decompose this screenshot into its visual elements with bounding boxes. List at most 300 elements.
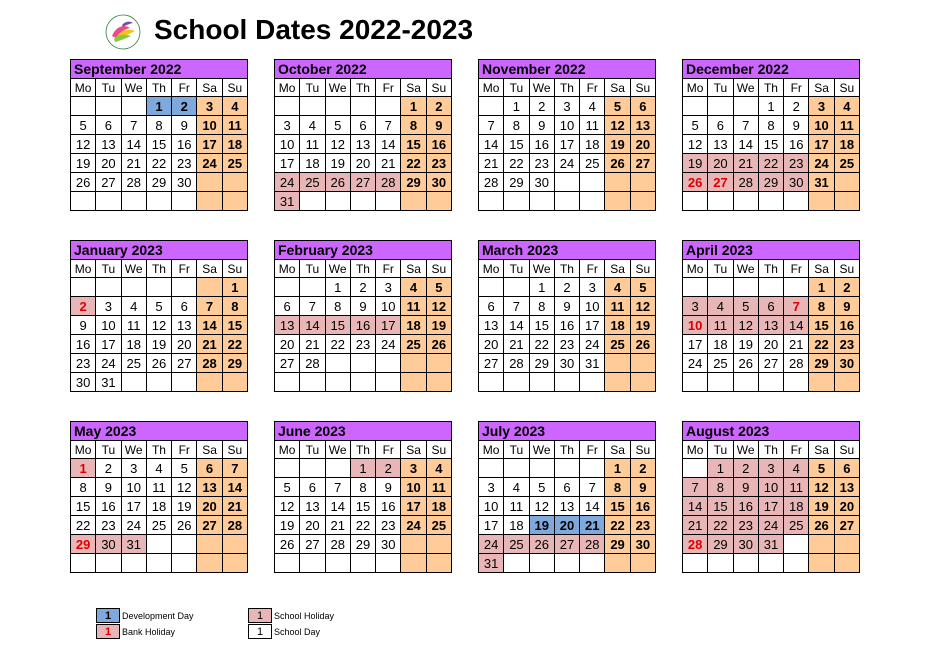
day-cell: 13 [479, 316, 504, 335]
day-cell [300, 97, 325, 116]
day-cell: 9 [172, 116, 197, 135]
day-cell [172, 554, 197, 573]
day-cell: 21 [197, 335, 222, 354]
day-cell [401, 554, 426, 573]
day-cell: 23 [733, 516, 758, 535]
day-cell: 10 [479, 497, 504, 516]
weekday-label: Fr [172, 260, 197, 278]
day-cell: 15 [401, 135, 426, 154]
day-cell: 21 [580, 516, 605, 535]
weekday-label: Th [146, 441, 171, 459]
weekday-label: Sa [809, 79, 834, 97]
day-cell: 27 [172, 354, 197, 373]
weekday-header-row [71, 79, 248, 97]
day-cell [758, 373, 783, 392]
day-cell [529, 554, 554, 573]
day-cell [529, 459, 554, 478]
day-cell: 6 [350, 116, 375, 135]
day-cell: 8 [325, 297, 350, 316]
day-cell [401, 373, 426, 392]
weekday-header-row [275, 79, 452, 97]
day-cell [784, 278, 809, 297]
day-cell: 22 [504, 154, 529, 173]
day-cell [554, 192, 579, 211]
day-cell: 14 [121, 135, 146, 154]
week-row [479, 116, 656, 135]
week-row [479, 335, 656, 354]
day-cell [146, 535, 171, 554]
month-title: November 2022 [478, 59, 656, 78]
legend-label: School Holiday [274, 611, 335, 621]
day-cell [834, 192, 859, 211]
day-cell: 10 [121, 478, 146, 497]
day-cell: 5 [529, 478, 554, 497]
day-cell: 12 [605, 116, 630, 135]
day-cell: 3 [121, 459, 146, 478]
day-cell [197, 373, 222, 392]
day-cell: 4 [580, 97, 605, 116]
week-row [275, 316, 452, 335]
weekday-label: Th [350, 441, 375, 459]
day-cell [325, 192, 350, 211]
day-cell: 12 [325, 135, 350, 154]
week-row [275, 497, 452, 516]
month-table [70, 78, 248, 211]
week-row [71, 192, 248, 211]
day-cell [504, 192, 529, 211]
day-cell: 28 [325, 535, 350, 554]
day-cell: 11 [146, 478, 171, 497]
weekday-label: Fr [376, 441, 401, 459]
day-cell: 5 [71, 116, 96, 135]
month-title: May 2023 [70, 421, 248, 440]
day-cell: 25 [146, 516, 171, 535]
day-cell: 16 [733, 497, 758, 516]
day-cell: 18 [504, 516, 529, 535]
day-cell [504, 554, 529, 573]
day-cell: 19 [809, 497, 834, 516]
day-cell: 27 [630, 154, 655, 173]
day-cell: 29 [708, 535, 733, 554]
day-cell [784, 373, 809, 392]
month-calendar [70, 240, 248, 392]
day-cell: 27 [554, 535, 579, 554]
day-cell: 17 [197, 135, 222, 154]
day-cell: 13 [708, 135, 733, 154]
day-cell: 10 [554, 116, 579, 135]
day-cell: 20 [275, 335, 300, 354]
day-cell: 13 [96, 135, 121, 154]
day-cell: 21 [300, 335, 325, 354]
day-cell: 10 [758, 478, 783, 497]
day-cell: 10 [96, 316, 121, 335]
weekday-label: Mo [275, 260, 300, 278]
day-cell: 21 [504, 335, 529, 354]
day-cell: 23 [834, 335, 859, 354]
day-cell: 14 [479, 135, 504, 154]
day-cell: 26 [325, 173, 350, 192]
week-row [683, 97, 860, 116]
day-cell [197, 554, 222, 573]
day-cell: 16 [834, 316, 859, 335]
day-cell: 17 [121, 497, 146, 516]
week-row [683, 335, 860, 354]
day-cell: 19 [426, 316, 451, 335]
day-cell [222, 554, 247, 573]
day-cell [172, 192, 197, 211]
week-row [275, 459, 452, 478]
day-cell [708, 554, 733, 573]
month-title: January 2023 [70, 240, 248, 259]
day-cell: 5 [809, 459, 834, 478]
weekday-label: Mo [479, 441, 504, 459]
month-title: July 2023 [478, 421, 656, 440]
day-cell: 4 [146, 459, 171, 478]
weekday-label: Tu [300, 260, 325, 278]
weekday-label: Tu [504, 260, 529, 278]
day-cell: 17 [580, 316, 605, 335]
week-row [275, 192, 452, 211]
day-cell: 20 [758, 335, 783, 354]
day-cell [809, 554, 834, 573]
week-row [275, 173, 452, 192]
weekday-label: Fr [172, 79, 197, 97]
day-cell: 27 [300, 535, 325, 554]
month-calendar [478, 59, 656, 211]
day-cell: 13 [630, 116, 655, 135]
day-cell [197, 192, 222, 211]
day-cell: 8 [401, 116, 426, 135]
day-cell: 22 [325, 335, 350, 354]
day-cell: 13 [350, 135, 375, 154]
day-cell: 7 [376, 116, 401, 135]
week-row [71, 316, 248, 335]
day-cell: 20 [708, 154, 733, 173]
month-title: April 2023 [682, 240, 860, 259]
day-cell: 13 [275, 316, 300, 335]
day-cell [146, 373, 171, 392]
legend-swatch-development-day: 1 [96, 608, 120, 623]
day-cell: 20 [350, 154, 375, 173]
day-cell: 30 [426, 173, 451, 192]
week-row [479, 535, 656, 554]
day-cell: 20 [300, 516, 325, 535]
weekday-header-row [479, 441, 656, 459]
day-cell: 3 [376, 278, 401, 297]
day-cell [350, 373, 375, 392]
week-row [275, 516, 452, 535]
day-cell [708, 97, 733, 116]
day-cell: 21 [222, 497, 247, 516]
weekday-label: Th [146, 260, 171, 278]
day-cell: 8 [758, 116, 783, 135]
day-cell: 5 [146, 297, 171, 316]
day-cell: 7 [300, 297, 325, 316]
day-cell: 10 [197, 116, 222, 135]
week-row [683, 173, 860, 192]
day-cell: 1 [350, 459, 375, 478]
day-cell: 2 [834, 278, 859, 297]
day-cell [479, 97, 504, 116]
day-cell: 9 [96, 478, 121, 497]
day-cell: 28 [376, 173, 401, 192]
month-title: June 2023 [274, 421, 452, 440]
day-cell: 28 [733, 173, 758, 192]
day-cell [376, 373, 401, 392]
month-title: February 2023 [274, 240, 452, 259]
week-row [71, 478, 248, 497]
day-cell: 25 [401, 335, 426, 354]
day-cell: 14 [197, 316, 222, 335]
week-row [71, 297, 248, 316]
week-row [71, 497, 248, 516]
day-cell: 17 [758, 497, 783, 516]
day-cell: 28 [222, 516, 247, 535]
day-cell: 1 [325, 278, 350, 297]
week-row [275, 478, 452, 497]
day-cell: 23 [529, 154, 554, 173]
day-cell: 15 [350, 497, 375, 516]
week-row [275, 535, 452, 554]
week-row [71, 173, 248, 192]
day-cell [401, 354, 426, 373]
day-cell [426, 554, 451, 573]
day-cell: 24 [479, 535, 504, 554]
day-cell: 29 [605, 535, 630, 554]
weekday-header-row [479, 79, 656, 97]
day-cell: 30 [529, 173, 554, 192]
day-cell: 20 [172, 335, 197, 354]
day-cell: 16 [529, 135, 554, 154]
day-cell: 28 [683, 535, 708, 554]
day-cell: 15 [758, 135, 783, 154]
weekday-label: Tu [708, 79, 733, 97]
day-cell: 20 [834, 497, 859, 516]
day-cell: 28 [197, 354, 222, 373]
day-cell: 31 [121, 535, 146, 554]
day-cell: 6 [172, 297, 197, 316]
day-cell: 13 [834, 478, 859, 497]
day-cell: 13 [554, 497, 579, 516]
day-cell: 17 [275, 154, 300, 173]
day-cell: 22 [529, 335, 554, 354]
day-cell [733, 373, 758, 392]
day-cell [96, 192, 121, 211]
day-cell: 10 [275, 135, 300, 154]
day-cell: 12 [529, 497, 554, 516]
month-table [274, 440, 452, 573]
day-cell [683, 278, 708, 297]
weekday-label: Mo [479, 79, 504, 97]
day-cell: 3 [96, 297, 121, 316]
day-cell [580, 373, 605, 392]
day-cell: 13 [197, 478, 222, 497]
week-row [275, 116, 452, 135]
weekday-label: Sa [401, 79, 426, 97]
month-calendar [682, 421, 860, 573]
day-cell [605, 354, 630, 373]
day-cell [426, 373, 451, 392]
weekday-header-row [71, 260, 248, 278]
day-cell [426, 535, 451, 554]
weekday-label: Fr [376, 260, 401, 278]
day-cell: 25 [426, 516, 451, 535]
weekday-label: Mo [683, 441, 708, 459]
day-cell: 30 [834, 354, 859, 373]
day-cell: 17 [554, 135, 579, 154]
day-cell: 6 [275, 297, 300, 316]
day-cell: 18 [300, 154, 325, 173]
week-row [479, 278, 656, 297]
weekday-label: Sa [197, 441, 222, 459]
weekday-label: Tu [504, 79, 529, 97]
day-cell: 9 [350, 297, 375, 316]
day-cell: 28 [504, 354, 529, 373]
day-cell [580, 554, 605, 573]
day-cell [197, 535, 222, 554]
day-cell [275, 373, 300, 392]
weekday-header-row [275, 260, 452, 278]
day-cell [554, 173, 579, 192]
day-cell [479, 373, 504, 392]
day-cell: 18 [426, 497, 451, 516]
day-cell: 3 [758, 459, 783, 478]
week-row [275, 278, 452, 297]
day-cell: 11 [121, 316, 146, 335]
week-row [683, 297, 860, 316]
day-cell: 10 [376, 297, 401, 316]
day-cell [222, 192, 247, 211]
day-cell: 8 [146, 116, 171, 135]
day-cell: 13 [300, 497, 325, 516]
day-cell: 2 [554, 278, 579, 297]
weekday-label: Th [758, 79, 783, 97]
day-cell: 10 [401, 478, 426, 497]
weekday-label: Mo [683, 260, 708, 278]
day-cell: 3 [479, 478, 504, 497]
day-cell [300, 278, 325, 297]
day-cell: 24 [121, 516, 146, 535]
month-title: March 2023 [478, 240, 656, 259]
day-cell: 15 [809, 316, 834, 335]
day-cell: 11 [222, 116, 247, 135]
day-cell: 18 [605, 316, 630, 335]
day-cell: 9 [426, 116, 451, 135]
week-row [71, 459, 248, 478]
week-row [71, 373, 248, 392]
day-cell: 8 [708, 478, 733, 497]
day-cell [605, 192, 630, 211]
week-row [479, 192, 656, 211]
day-cell [197, 278, 222, 297]
day-cell [222, 173, 247, 192]
weekday-label: Su [222, 79, 247, 97]
day-cell: 20 [96, 154, 121, 173]
week-row [275, 335, 452, 354]
day-cell: 28 [300, 354, 325, 373]
day-cell: 18 [580, 135, 605, 154]
legend-swatch-school-day: 1 [248, 624, 272, 639]
week-row [479, 173, 656, 192]
day-cell: 18 [784, 497, 809, 516]
day-cell [426, 354, 451, 373]
day-cell [376, 192, 401, 211]
day-cell: 4 [121, 297, 146, 316]
day-cell: 22 [605, 516, 630, 535]
day-cell: 1 [758, 97, 783, 116]
day-cell: 18 [222, 135, 247, 154]
day-cell [784, 554, 809, 573]
weekday-label: Sa [401, 260, 426, 278]
week-row [71, 97, 248, 116]
weekday-label: Su [834, 260, 859, 278]
day-cell: 30 [71, 373, 96, 392]
day-cell: 6 [554, 478, 579, 497]
day-cell: 8 [529, 297, 554, 316]
day-cell [350, 97, 375, 116]
day-cell: 6 [708, 116, 733, 135]
day-cell: 27 [197, 516, 222, 535]
day-cell: 31 [479, 554, 504, 573]
day-cell: 19 [529, 516, 554, 535]
day-cell: 21 [683, 516, 708, 535]
day-cell: 27 [834, 516, 859, 535]
day-cell: 23 [630, 516, 655, 535]
day-cell: 16 [554, 316, 579, 335]
day-cell: 23 [350, 335, 375, 354]
week-row [683, 116, 860, 135]
day-cell: 1 [504, 97, 529, 116]
day-cell: 3 [809, 97, 834, 116]
weekday-label: Th [350, 260, 375, 278]
day-cell [630, 373, 655, 392]
weekday-header-row [479, 260, 656, 278]
day-cell [554, 459, 579, 478]
month-calendar [70, 59, 248, 211]
day-cell: 29 [350, 535, 375, 554]
week-row [71, 354, 248, 373]
weekday-label: Mo [683, 79, 708, 97]
page-title: School Dates 2022-2023 [154, 14, 474, 45]
day-cell: 15 [325, 316, 350, 335]
day-cell: 16 [630, 497, 655, 516]
legend-swatch-school-holiday: 1 [248, 608, 272, 623]
month-title: October 2022 [274, 59, 452, 78]
weekday-label: Sa [605, 260, 630, 278]
day-cell [733, 278, 758, 297]
day-cell: 4 [504, 478, 529, 497]
day-cell: 14 [300, 316, 325, 335]
day-cell [401, 535, 426, 554]
weekday-label: Mo [71, 260, 96, 278]
day-cell: 8 [504, 116, 529, 135]
day-cell: 18 [401, 316, 426, 335]
weekday-label: We [121, 260, 146, 278]
day-cell: 3 [275, 116, 300, 135]
day-cell: 5 [605, 97, 630, 116]
week-row [683, 192, 860, 211]
day-cell: 8 [71, 478, 96, 497]
day-cell [275, 459, 300, 478]
day-cell: 19 [71, 154, 96, 173]
day-cell: 11 [605, 297, 630, 316]
month-calendar [478, 240, 656, 392]
day-cell [376, 354, 401, 373]
month-title: August 2023 [682, 421, 860, 440]
day-cell: 14 [580, 497, 605, 516]
day-cell [71, 278, 96, 297]
weekday-label: Su [630, 441, 655, 459]
